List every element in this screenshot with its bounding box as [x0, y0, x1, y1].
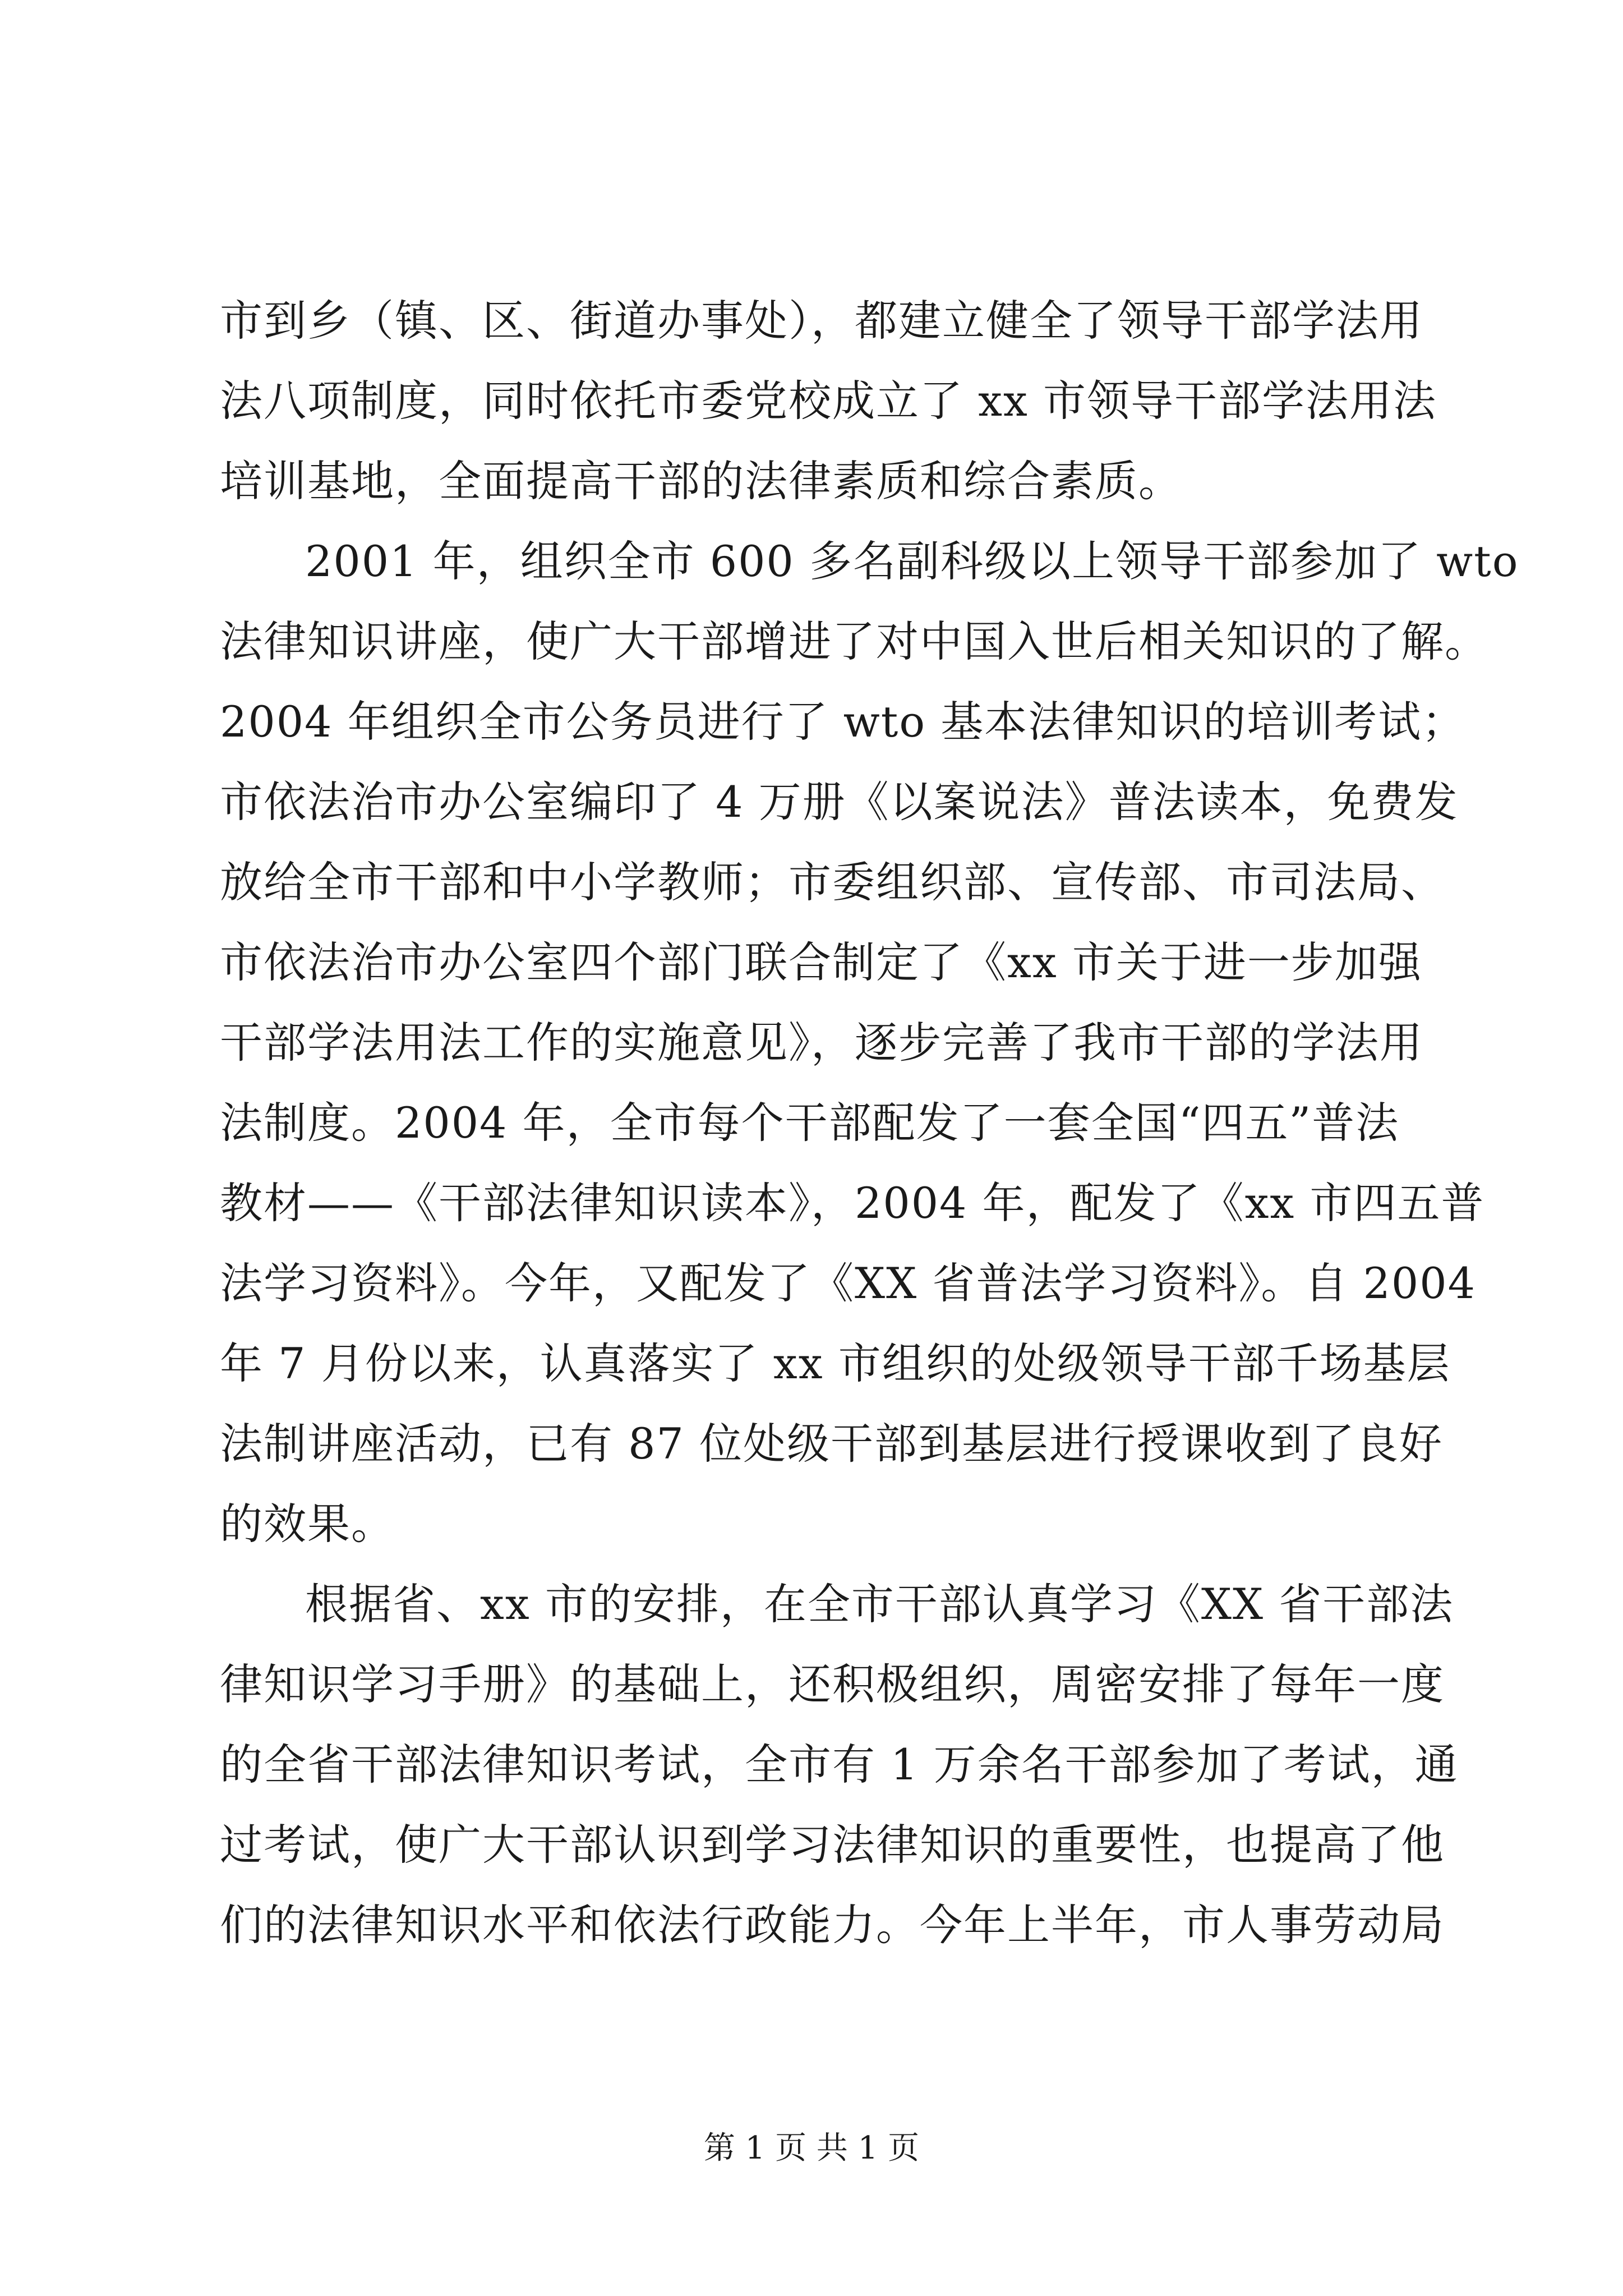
text-line: 干部学法用法工作的实施意见》，逐步完善了我市干部的学法用	[220, 1018, 1423, 1068]
text-line: 市依法治市办公室编印了 4 万册《以案说法》普法读本，免费发	[220, 777, 1459, 827]
text-line: 法制讲座活动，已有 87 位处级干部到基层进行授课收到了良好	[220, 1419, 1444, 1469]
text-line: 2004 年组织全市公务员进行了 wto 基本法律知识的培训考试；	[220, 697, 1466, 747]
text-line: 法制度。2004 年，全市每个干部配发了一套全国“四五”普法	[220, 1098, 1400, 1148]
text-line: 年 7 月份以来，认真落实了 xx 市组织的处级领导干部千场基层	[220, 1338, 1451, 1388]
text-line: 2001 年，组织全市 600 多名副科级以上领导干部参加了 wto	[305, 536, 1519, 586]
text-line: 根据省、xx 市的安排，在全市干部认真学习《XX 省干部法	[305, 1579, 1454, 1629]
text-line: 律知识学习手册》的基础上，还积极组织，周密安排了每年一度	[220, 1659, 1445, 1709]
text-line: 市到乡（镇、区、街道办事处），都建立健全了领导干部学法用	[220, 296, 1423, 346]
text-line: 法律知识讲座，使广大干部增进了对中国入世后相关知识的了解。	[220, 616, 1488, 666]
page-footer: 第 1 页 共 1 页	[703, 2130, 920, 2166]
document-body	[220, 280, 1519, 1965]
text-line: 法学习资料》。今年，又配发了《XX 省普法学习资料》。自 2004	[220, 1258, 1476, 1308]
text-line: 法八项制度，同时依托市委党校成立了 xx 市领导干部学法用法	[220, 376, 1437, 426]
text-line: 的效果。	[220, 1499, 395, 1549]
text-line: 的全省干部法律知识考试，全市有 1 万余名干部参加了考试，通	[220, 1740, 1459, 1789]
text-line: 放给全市干部和中小学教师；市委组织部、宣传部、市司法局、	[220, 857, 1445, 907]
text-line: 教材——《干部法律知识读本》，2004 年，配发了《xx 市四五普	[220, 1178, 1485, 1228]
text-line: 过考试，使广大干部认识到学习法律知识的重要性，也提高了他	[220, 1820, 1445, 1870]
text-line: 们的法律知识水平和依法行政能力。今年上半年，市人事劳动局	[220, 1900, 1445, 1950]
text-line: 市依法治市办公室四个部门联合制定了《xx 市关于进一步加强	[220, 937, 1422, 987]
text-line: 培训基地，全面提高干部的法律素质和综合素质。	[220, 456, 1182, 506]
